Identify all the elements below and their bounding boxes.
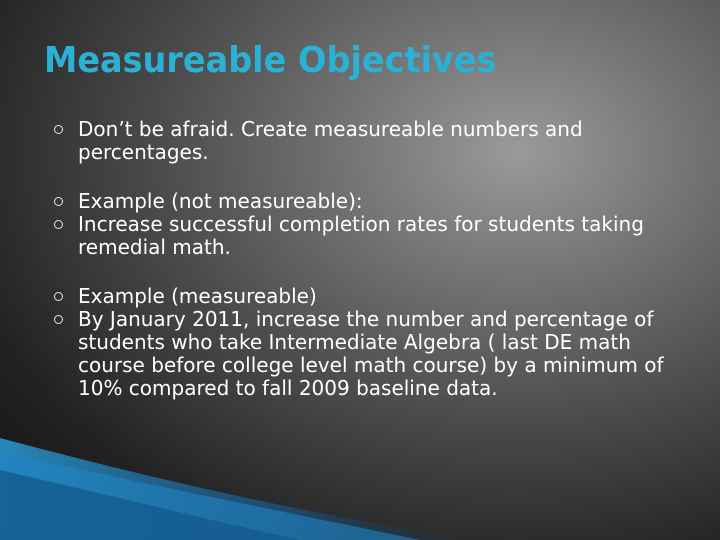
bullet-text: Example (measureable) xyxy=(78,284,317,308)
hollow-circle-icon xyxy=(54,197,63,206)
hollow-circle-icon xyxy=(54,292,63,301)
hollow-circle-icon xyxy=(54,220,63,229)
slide-title: Measureable Objectives xyxy=(44,40,497,81)
bullet-text: Increase successful completion rates for students taking remedial math. xyxy=(78,212,644,259)
bullet-text: By January 2011, increase the number and percentage of students who take Intermediate Algebra ( last DE math course before college level math course) by a minimum of 10% compared to fall 2009 baseline data. xyxy=(78,307,664,400)
bullet-item xyxy=(54,118,694,164)
hollow-circle-icon xyxy=(54,315,63,324)
bullet-item xyxy=(54,190,694,213)
bullet-item xyxy=(54,285,694,308)
bullet-text: Example (not measureable): xyxy=(78,189,363,213)
bullet-text: Don’t be afraid. Create measureable numbers and percentages. xyxy=(78,117,583,164)
bullet-item xyxy=(54,308,694,400)
decorative-swoosh xyxy=(0,430,720,540)
bullet-list xyxy=(54,118,694,400)
hollow-circle-icon xyxy=(54,125,63,134)
bullet-item xyxy=(54,213,694,259)
